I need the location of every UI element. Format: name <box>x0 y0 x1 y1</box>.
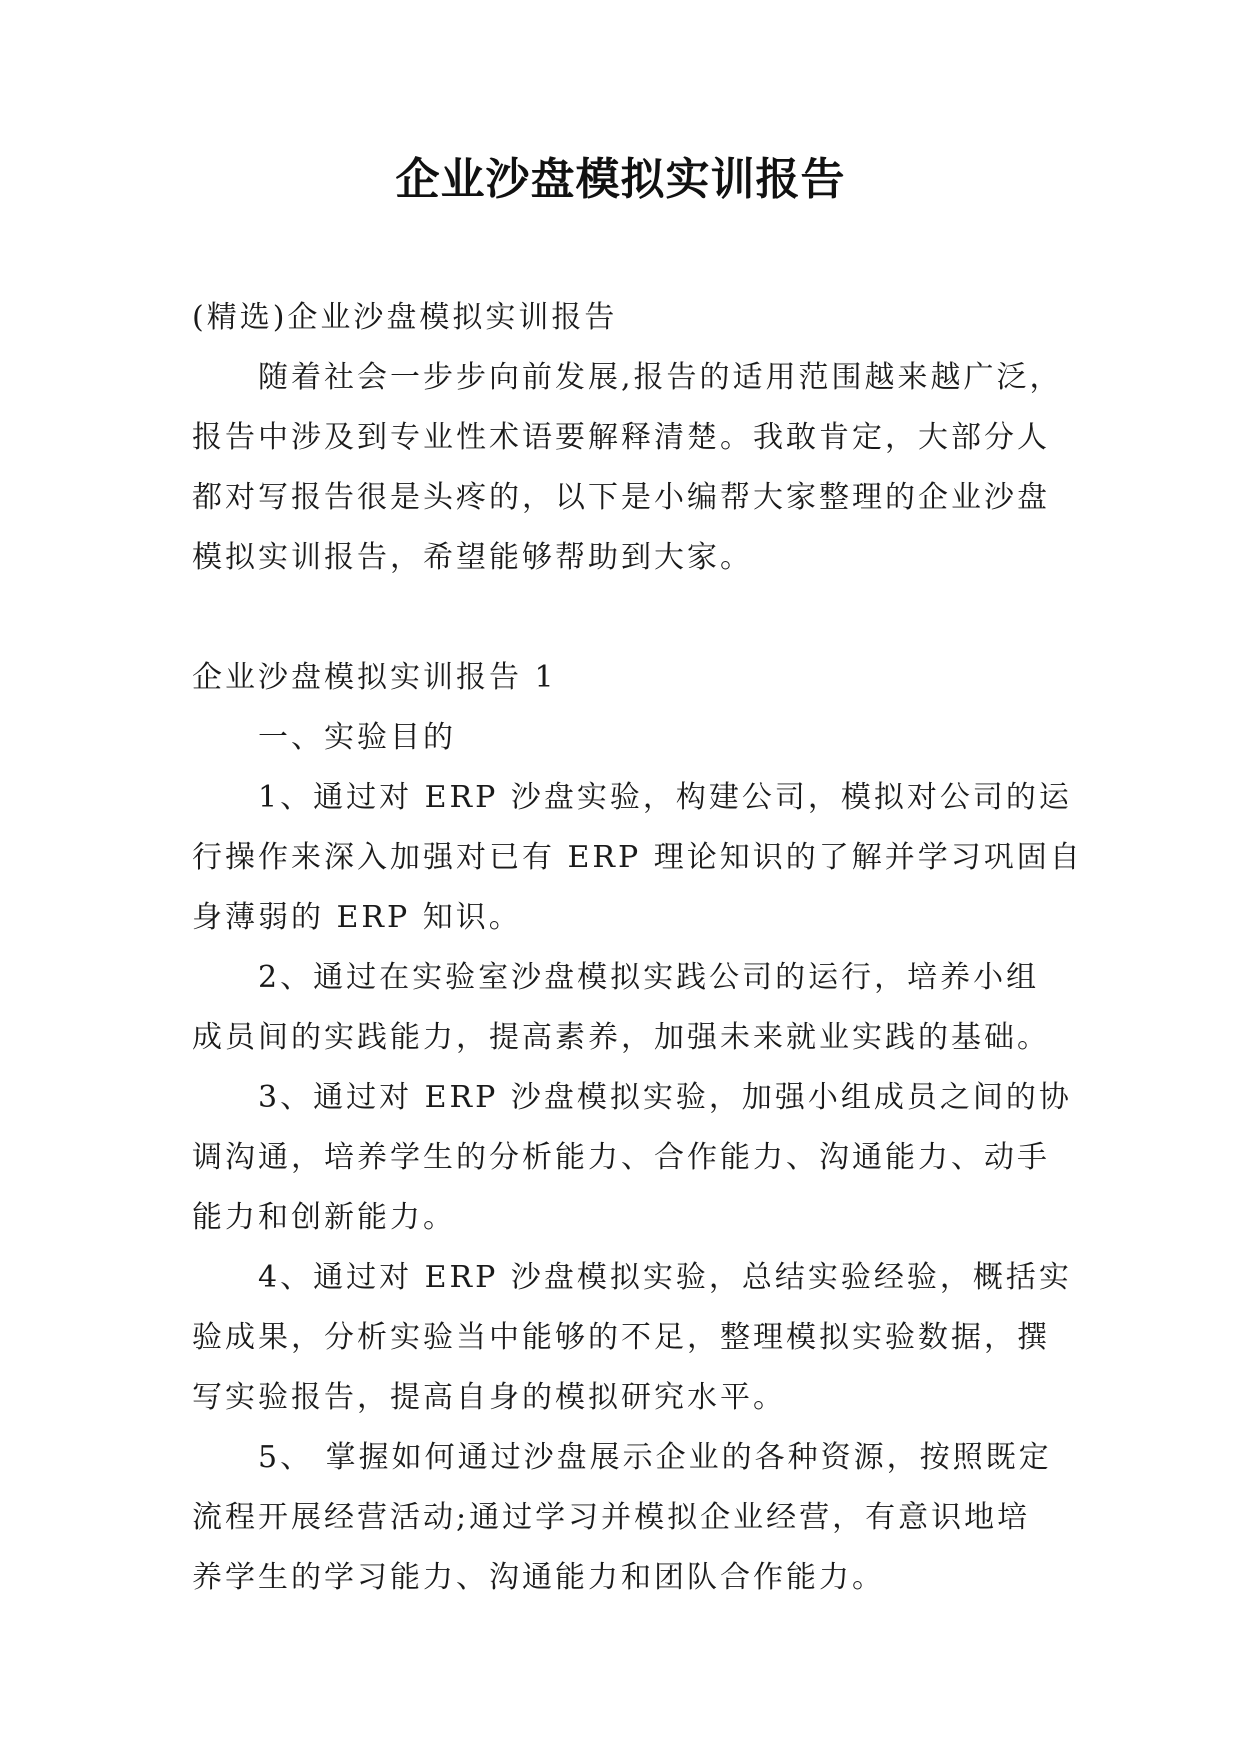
body-line: 流程开展经营活动;通过学习并模拟企业经营，有意识地培 <box>192 1500 1031 1535</box>
body-line: 成员间的实践能力，提高素养，加强未来就业实践的基础。 <box>192 1020 1050 1055</box>
body-line: 都对写报告很是头疼的，以下是小编帮大家整理的企业沙盘 <box>192 480 1050 515</box>
section-heading: 企业沙盘模拟实训报告 1 <box>192 660 557 695</box>
body-line: 行操作来深入加强对已有 ERP 理论知识的了解并学习巩固自 <box>192 840 1083 875</box>
document-title: 企业沙盘模拟实训报告 <box>395 154 846 205</box>
subsection-heading: 一、实验目的 <box>192 720 456 755</box>
blank-line <box>192 588 1062 648</box>
body-line: 随着社会一步步向前发展,报告的适用范围越来越广泛， <box>192 360 1063 395</box>
body-line: 能力和创新能力。 <box>192 1200 456 1235</box>
body-line: 模拟实训报告，希望能够帮助到大家。 <box>192 540 753 575</box>
body-line: (精选)企业沙盘模拟实训报告 <box>192 300 618 335</box>
body-line: 身薄弱的 ERP 知识。 <box>192 900 522 935</box>
body-line: 调沟通，培养学生的分析能力、合作能力、沟通能力、动手 <box>192 1140 1050 1175</box>
body-line: 2、通过在实验室沙盘模拟实践公司的运行，培养小组 <box>192 960 1040 995</box>
body-line: 3、通过对 ERP 沙盘模拟实验，加强小组成员之间的协 <box>192 1080 1072 1115</box>
body-line: 5、 掌握如何通过沙盘展示企业的各种资源，按照既定 <box>192 1440 1052 1475</box>
body-line: 养学生的学习能力、沟通能力和团队合作能力。 <box>192 1560 885 1595</box>
body-line: 验成果，分析实验当中能够的不足，整理模拟实验数据，撰 <box>192 1320 1050 1355</box>
body-line: 1、通过对 ERP 沙盘实验，构建公司，模拟对公司的运 <box>192 780 1072 815</box>
body-line: 4、通过对 ERP 沙盘模拟实验，总结实验经验，概括实 <box>192 1260 1072 1295</box>
body-line: 写实验报告，提高自身的模拟研究水平。 <box>192 1380 786 1415</box>
document-body <box>192 288 1083 1608</box>
body-line: 报告中涉及到专业性术语要解释清楚。我敢肯定，大部分人 <box>192 420 1050 455</box>
